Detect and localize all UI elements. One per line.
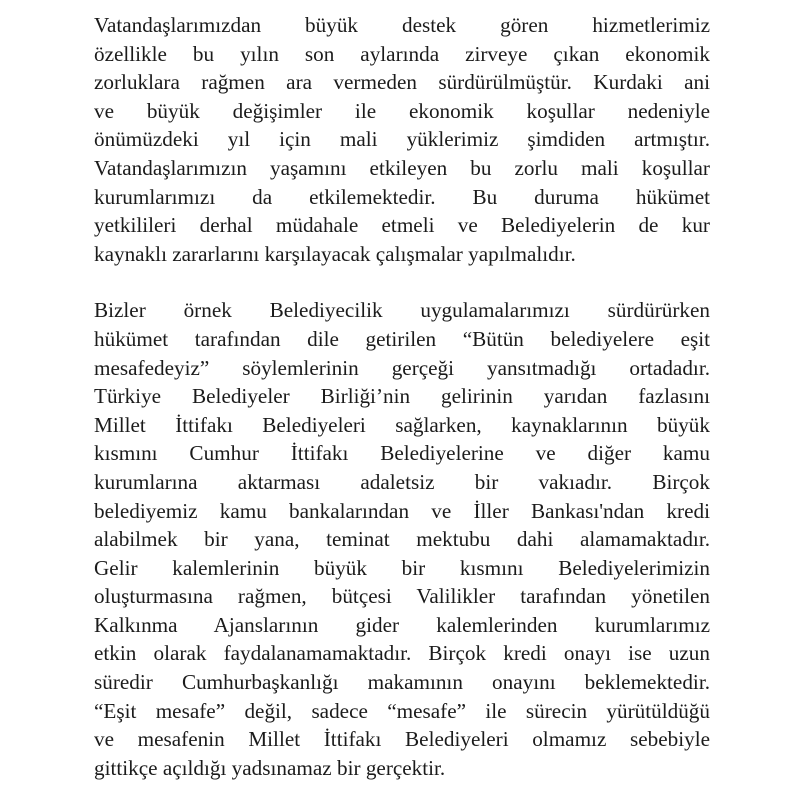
paragraph-equal-distance	[94, 296, 710, 782]
text-line: kısmını Cumhur İttifakı Belediyelerine ve diğer kamu	[94, 441, 710, 466]
text-line: hükümet tarafından dile getirilen “Bütün belediyelere eşit	[94, 326, 710, 351]
text-line: özellikle bu yılın son aylarında zirveye çıkan ekonomik	[94, 41, 710, 66]
text-line: alabilmek bir yana, teminat mektubu dahi alamamaktadır.	[94, 527, 710, 552]
text-line: yetkilileri derhal müdahale etmeli ve Belediyelerin de kur	[94, 213, 710, 238]
text-line: gittikçe açıldığı yadsınamaz bir gerçektir.	[94, 755, 446, 780]
paragraph-economic-conditions	[94, 11, 710, 268]
text-line: belediyemiz kamu bankalarından ve İller Bankası'ndan kredi	[94, 498, 710, 523]
text-line: mesafedeyiz” söylemlerinin gerçeği yansıtmadığı ortadadır.	[94, 355, 710, 380]
text-line: kaynaklı zararlarını karşılayacak çalışmalar yapılmalıdır.	[94, 241, 576, 266]
text-line: Kalkınma Ajanslarının gider kalemlerinden kurumlarımız	[94, 612, 710, 637]
text-line: önümüzdeki yıl için mali yüklerimiz şimdiden artmıştır.	[94, 127, 710, 152]
text-line: Millet İttifakı Belediyeleri sağlarken, kaynaklarının büyük	[94, 412, 710, 437]
text-line: Türkiye Belediyeler Birliği’nin gelirinin yarıdan fazlasını	[94, 384, 710, 409]
text-line: ve mesafenin Millet İttifakı Belediyeleri olmamız sebebiyle	[94, 727, 710, 752]
text-line: zorluklara rağmen ara vermeden sürdürülmüştür. Kurdaki ani	[94, 70, 710, 95]
text-line: Gelir kalemlerinin büyük bir kısmını Belediyelerimizin	[94, 555, 710, 580]
text-line: süredir Cumhurbaşkanlığı makamının onayını beklemektedir.	[94, 670, 710, 695]
text-line: Bizler örnek Belediyecilik uygulamalarımızı sürdürürken	[94, 298, 710, 323]
document-page	[94, 11, 710, 782]
text-line: Vatandaşlarımızın yaşamını etkileyen bu zorlu mali koşullar	[94, 155, 710, 180]
text-line: kurumlarımızı da etkilemektedir. Bu duruma hükümet	[94, 184, 710, 209]
text-line: “Eşit mesafe” değil, sadece “mesafe” ile sürecin yürütüldüğü	[94, 698, 710, 723]
text-line: Vatandaşlarımızdan büyük destek gören hizmetlerimiz	[94, 13, 710, 37]
text-line: kurumlarına aktarması adaletsiz bir vakıadır. Birçok	[94, 469, 710, 494]
text-line: ve büyük değişimler ile ekonomik koşullar nedeniyle	[94, 98, 710, 123]
text-line: etkin olarak faydalanamamaktadır. Birçok kredi onayı ise uzun	[94, 641, 710, 666]
text-line: oluşturmasına rağmen, bütçesi Valilikler tarafından yönetilen	[94, 584, 710, 609]
